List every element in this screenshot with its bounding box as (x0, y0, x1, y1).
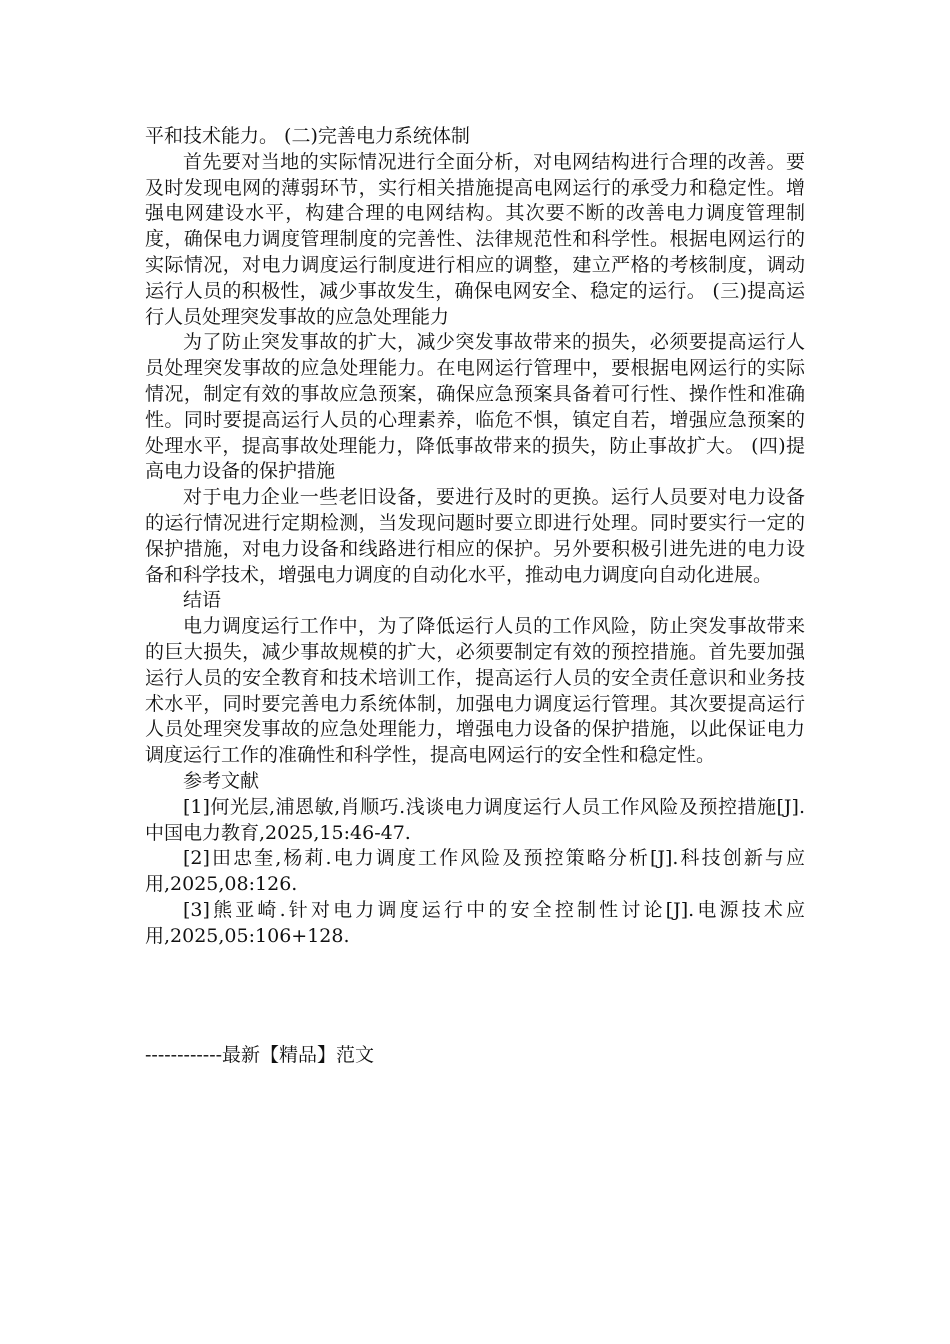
paragraph-equipment-protection: 对于电力企业一些老旧设备，要进行及时的更换。运行人员要对电力设备的运行情况进行定期检测，当发现问题时要立即进行处理。同时要实行一定的保护措施，对电力设备和线路进行相应的保护。另外要积极引进先进的电力设备和科学技术，增强电力调度的自动化水平，推动电力调度向自动化进展。 (145, 486, 805, 586)
conclusion-heading: 结语 (183, 589, 222, 612)
paragraph-conclusion: 电力调度运行工作中，为了降低运行人员的工作风险，防止突发事故带来的巨大损失，减少事故规模的扩大，必须要制定有效的预控措施。首先要加强运行人员的安全教育和技术培训工作，提高运行人员的安全责任意识和业务技术水平，同时要完善电力系统体制，加强电力调度运行管理。其次要提高运行人员处理突发事故的应急处理能力，增强电力设备的保护措施，以此保证电力调度运行工作的准确性和科学性，提高电网运行的安全性和稳定性。 (145, 615, 805, 767)
references-heading: 参考文献 (183, 769, 260, 792)
reference-item: [2]田忠奎,杨莉.电力调度工作风险及预控策略分析[J].科技创新与应用,2025,08:126. (145, 847, 805, 896)
reference-item: [1]何光层,浦恩敏,肖顺巧.浅谈电力调度运行人员工作风险及预控措施[J].中国电力教育,2025,15:46-47. (145, 795, 805, 844)
reference-item: [3]熊亚崎.针对电力调度运行中的安全控制性讨论[J].电源技术应用,2025,05:106+128. (145, 898, 805, 947)
page-footer: ------------最新【精品】范文 (145, 1044, 375, 1066)
paragraph-emergency-handling: 为了防止突发事故的扩大，减少突发事故带来的损失，必须要提高运行人员处理突发事故的应急处理能力。在电网运行管理中，要根据电网运行的实际情况，制定有效的事故应急预案，确保应急预案具备着可行性、操作性和准确性。同时要提高运行人员的心理素养，临危不惧，镇定自若，增强应急预案的处理水平，提高事故处理能力，降低事故带来的损失，防止事故扩大。 (四)提高电力设备的保护措施 (145, 331, 805, 483)
paragraph-continuation: 平和技术能力。 (二)完善电力系统体制 (145, 125, 470, 147)
paragraph-grid-system: 首先要对当地的实际情况进行全面分析，对电网结构进行合理的改善。要及时发现电网的薄弱环节，实行相关措施提高电网运行的承受力和稳定性。增强电网建设水平，构建合理的电网结构。其次要不断的改善电力调度管理制度，确保电力调度管理制度的完善性、法律规范性和科学性。根据电网运行的实际情况，对电力调度运行制度进行相应的调整，建立严格的考核制度，调动运行人员的积极性，减少事故发生，确保电网安全、稳定的运行。 (三)提高运行人员处理突发事故的应急处理能力 (145, 150, 805, 328)
document-body (145, 124, 805, 950)
